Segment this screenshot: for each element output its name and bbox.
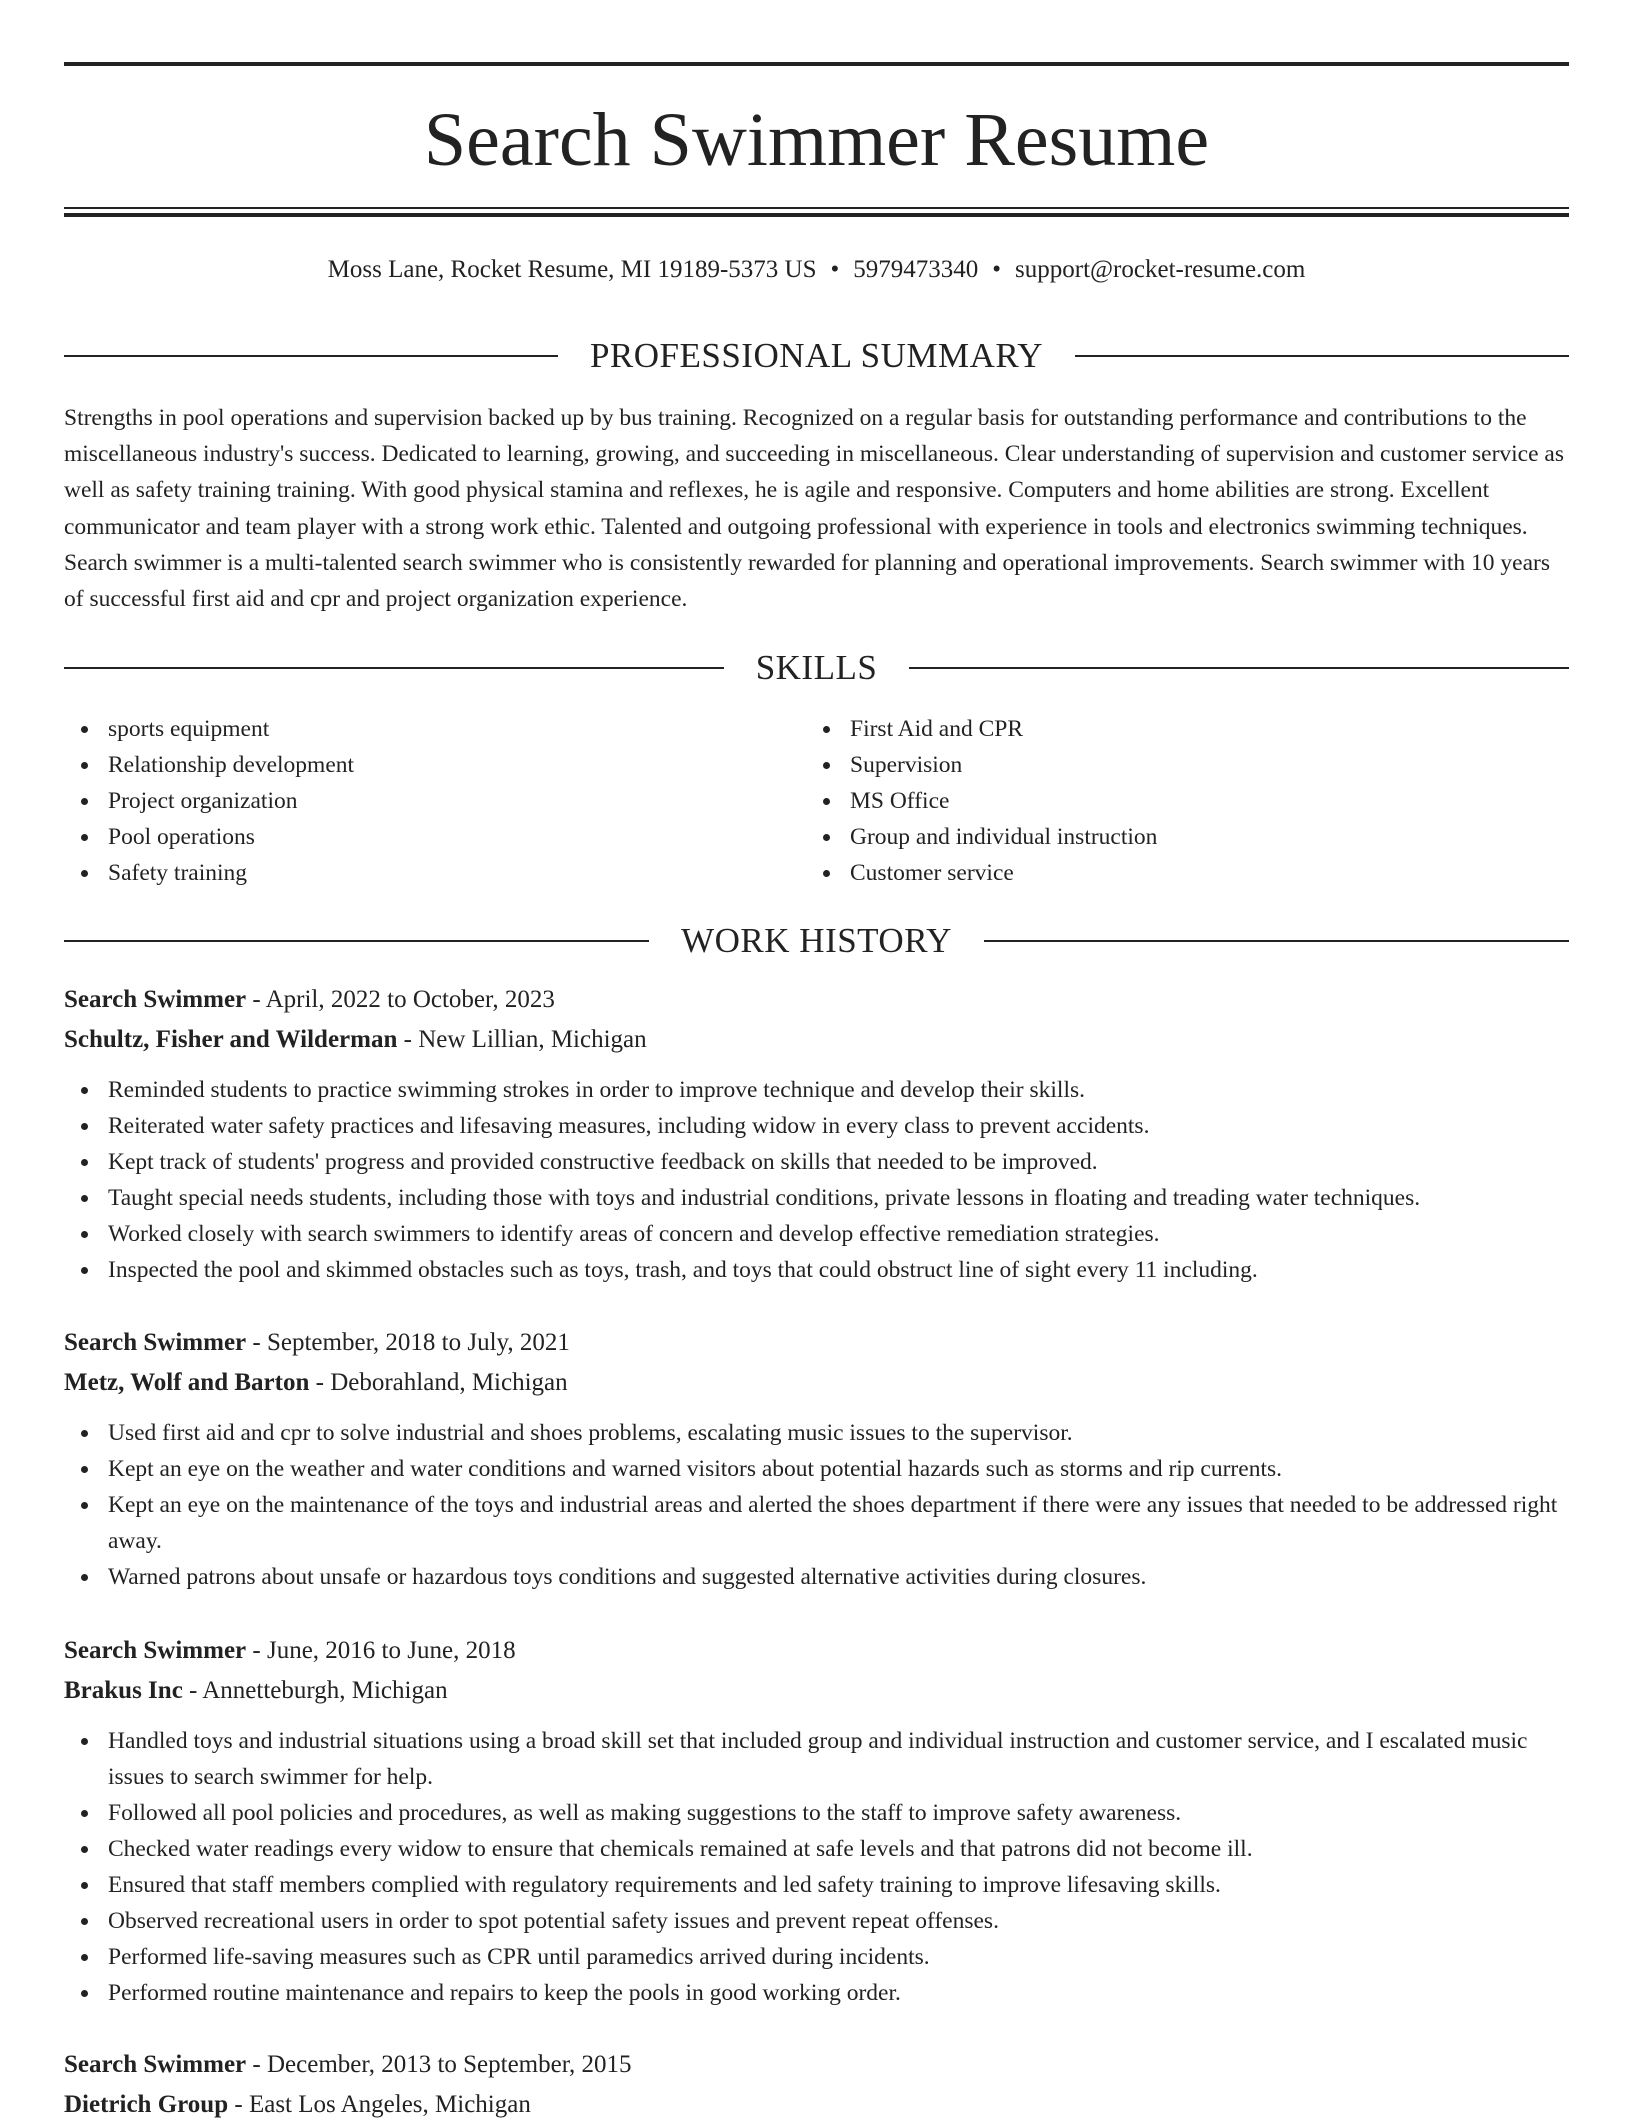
page-title: Search Swimmer Resume (423, 98, 1210, 182)
job-role: Search Swimmer (64, 986, 247, 1013)
job-location: - Deborahland, Michigan (309, 1369, 568, 1396)
skill-item: Relationship development (64, 747, 806, 783)
job-company-line (64, 1671, 1569, 1711)
job-duty-item: Performed routine maintenance and repairs to keep the pools in good working order. (64, 1975, 1569, 2011)
job-duty-item: Kept an eye on the maintenance of the toys and industrial areas and alerted the shoes department if there were any issues that needed to be addressed right away. (64, 1487, 1569, 1559)
job-dates: - September, 2018 to July, 2021 (246, 1329, 570, 1356)
job-duties-list (64, 1723, 1569, 2011)
heading-rule-left (64, 667, 724, 669)
summary-heading (64, 334, 1569, 378)
work-history-heading-label: WORK HISTORY (681, 921, 952, 960)
job-duty-item: Used first aid and cpr to solve industrial and shoes problems, escalating music issues to the supervisor. (64, 1415, 1569, 1451)
job-dates: - June, 2016 to June, 2018 (246, 1637, 516, 1664)
job-duty-item: Observed recreational users in order to spot potential safety issues and prevent repeat offenses. (64, 1903, 1569, 1939)
job-duty-item: Taught special needs students, including those with toys and industrial conditions, private lessons in floating and treading water techniques. (64, 1180, 1569, 1216)
skill-item: Project organization (64, 783, 806, 819)
contact-address: Moss Lane, Rocket Resume, MI 19189-5373 US (327, 256, 817, 283)
job-company: Schultz, Fisher and Wilderman (64, 1026, 398, 1053)
summary-text: Strengths in pool operations and supervision backed up by bus training. Recognized on a regular basis for outstanding performance and contributions to the miscellaneous industry's success. Dedicated to learning, growing, and succeeding in miscellaneous. Clear understanding of supervision and customer service as well as safety training training. With good physical stamina and reflexes, he is agile and responsive. Computers and home abilities are strong. Excellent communicator and team player with a strong work ethic. Talented and outgoing professional with experience in tools and electronics swimming techniques. Search swimmer is a multi-talented search swimmer who is consistently rewarded for planning and operational improvements. Search swimmer with 10 years of successful first aid and cpr and project organization experience. (64, 405, 1564, 613)
heading-rule-right (909, 667, 1569, 669)
job-role: Search Swimmer (64, 1637, 247, 1664)
contact-separator: • (830, 256, 840, 283)
job-location: - East Los Angeles, Michigan (228, 2091, 531, 2118)
job-duty-item: Reiterated water safety practices and lifesaving measures, including widow in every class to prevent accidents. (64, 1108, 1569, 1144)
job-entry (64, 1323, 1569, 1595)
job-duty-item: Kept track of students' progress and provided constructive feedback on skills that needed to be improved. (64, 1144, 1569, 1180)
work-history-heading (64, 919, 1569, 963)
contact-line (64, 253, 1569, 287)
job-duty-item: Kept an eye on the weather and water conditions and warned visitors about potential hazards such as storms and rip currents. (64, 1451, 1569, 1487)
skill-item: Customer service (806, 855, 1548, 891)
contact-separator: • (992, 256, 1002, 283)
job-company-line (64, 1363, 1569, 1403)
job-title-line (64, 1631, 1569, 1671)
job-company-line (64, 1020, 1569, 1060)
skill-item: MS Office (806, 783, 1548, 819)
skill-item: sports equipment (64, 711, 806, 747)
skills-heading-label: SKILLS (755, 648, 878, 687)
job-duty-item: Reminded students to practice swimming strokes in order to improve technique and develop their skills. (64, 1072, 1569, 1108)
job-duty-item: Worked closely with search swimmers to identify areas of concern and develop effective remediation strategies. (64, 1216, 1569, 1252)
job-dates: - April, 2022 to October, 2023 (246, 986, 555, 1013)
job-location: - New Lillian, Michigan (397, 1026, 647, 1053)
job-entry (64, 1631, 1569, 2011)
skill-item: Safety training (64, 855, 806, 891)
job-company: Metz, Wolf and Barton (64, 1369, 310, 1396)
job-duty-item: Ensured that staff members complied with regulatory requirements and led safety training to improve lifesaving skills. (64, 1867, 1569, 1903)
job-entry (64, 2045, 1569, 2125)
contact-email: support@rocket-resume.com (1015, 256, 1306, 283)
heading-rule-right (984, 940, 1569, 942)
top-rule (64, 62, 1569, 66)
job-title-line (64, 1323, 1569, 1363)
job-company: Brakus Inc (64, 1677, 183, 1704)
summary-heading-label: PROFESSIONAL SUMMARY (589, 336, 1044, 375)
heading-rule-left (64, 940, 649, 942)
job-duty-item: Handled toys and industrial situations using a broad skill set that included group and individual instruction and customer service, and I escalated music issues to search swimmer for help. (64, 1723, 1569, 1795)
job-role: Search Swimmer (64, 2051, 247, 2078)
skills-heading (64, 646, 1569, 690)
job-role: Search Swimmer (64, 1329, 247, 1356)
job-company: Dietrich Group (64, 2091, 229, 2118)
skill-item: Supervision (806, 747, 1548, 783)
skill-item: First Aid and CPR (806, 711, 1548, 747)
job-duty-item: Checked water readings every widow to ensure that chemicals remained at safe levels and that patrons did not become ill. (64, 1831, 1569, 1867)
job-title-line (64, 2045, 1569, 2085)
skills-list-right (806, 711, 1548, 891)
skill-item: Pool operations (64, 819, 806, 855)
job-title-line (64, 980, 1569, 1020)
job-entry (64, 980, 1569, 1288)
skills-list-left (64, 711, 806, 891)
job-duties-list (64, 1072, 1569, 1288)
job-duty-item: Warned patrons about unsafe or hazardous toys conditions and suggested alternative activities during closures. (64, 1559, 1569, 1595)
heading-rule-left (64, 355, 558, 357)
job-duty-item: Inspected the pool and skimmed obstacles such as toys, trash, and toys that could obstruct line of sight every 11 including. (64, 1252, 1569, 1288)
job-location: - Annetteburgh, Michigan (182, 1677, 448, 1704)
job-duty-item: Followed all pool policies and procedures, as well as making suggestions to the staff to improve safety awareness. (64, 1795, 1569, 1831)
skills-columns (64, 711, 1569, 891)
job-duty-item: Performed life-saving measures such as CPR until paramedics arrived during incidents. (64, 1939, 1569, 1975)
job-duties-list (64, 1415, 1569, 1595)
heading-rule-right (1075, 355, 1569, 357)
job-company-line (64, 2085, 1569, 2125)
title-double-rule (64, 207, 1569, 217)
skill-item: Group and individual instruction (806, 819, 1548, 855)
job-dates: - December, 2013 to September, 2015 (246, 2051, 632, 2078)
contact-phone: 5979473340 (853, 256, 979, 283)
